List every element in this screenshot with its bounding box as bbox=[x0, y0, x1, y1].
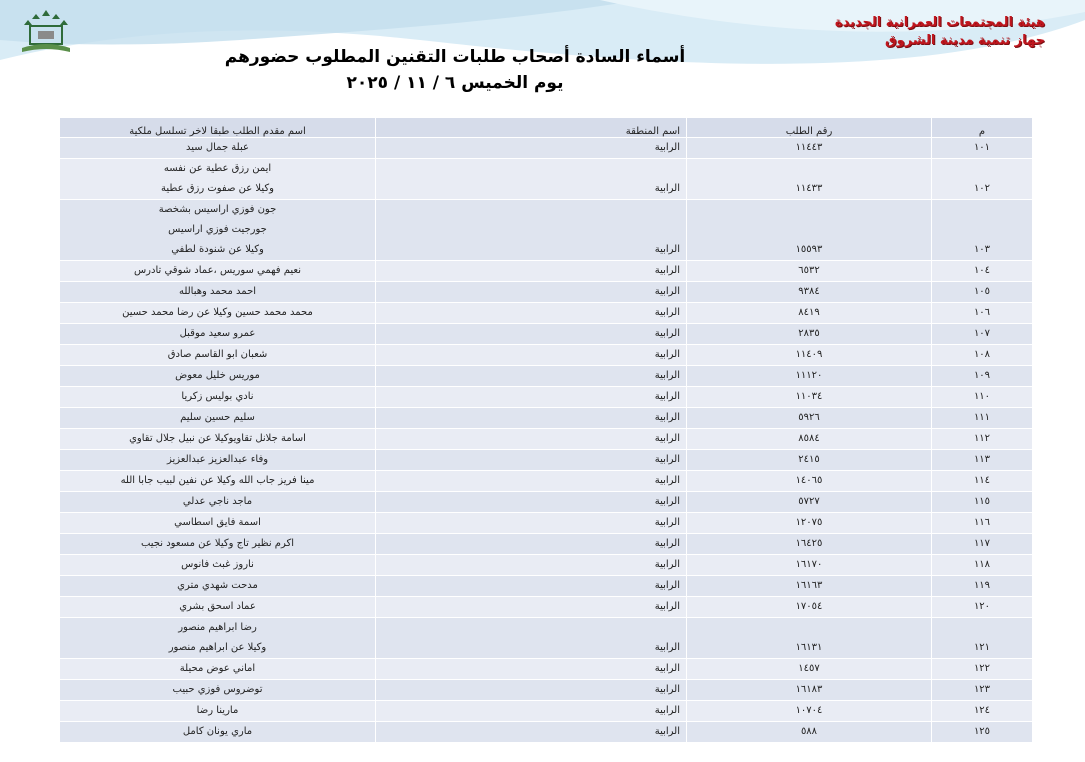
area-name: الرابية bbox=[376, 701, 687, 722]
table-row bbox=[60, 387, 1033, 408]
request-number: ١٢٠٧٥ bbox=[687, 513, 932, 534]
request-number: ٥٧٢٧ bbox=[687, 492, 932, 513]
row-number: ١٢٤ bbox=[932, 701, 1033, 722]
applicant-name-line: وكيلا عن شنودة لطفي bbox=[171, 244, 264, 255]
table-row bbox=[60, 138, 1033, 159]
row-number: ١١٥ bbox=[932, 492, 1033, 513]
row-number: ١١٧ bbox=[932, 534, 1033, 555]
applicant-name-line: ماري يونان كامل bbox=[182, 726, 253, 737]
applicant-name-line: موريس خليل معوض bbox=[175, 370, 260, 381]
organization-name: هيئة المجتمعات العمرانية الجديدة bbox=[834, 15, 1045, 30]
row-number: ١١٤ bbox=[932, 471, 1033, 492]
applicant-name bbox=[60, 450, 376, 471]
request-number: ٨٥٨٤ bbox=[687, 429, 932, 450]
applicant-name bbox=[60, 138, 376, 159]
row-number: ١٢٥ bbox=[932, 722, 1033, 743]
area-name: الرابية bbox=[376, 387, 687, 408]
row-number: ١٢٣ bbox=[932, 680, 1033, 701]
area-name: الرابية bbox=[376, 366, 687, 387]
area-name: الرابية bbox=[376, 471, 687, 492]
area-name: الرابية bbox=[376, 492, 687, 513]
area-name: الرابية bbox=[376, 429, 687, 450]
column-header-no: م bbox=[932, 118, 1033, 138]
request-number: ١٤٥٧ bbox=[687, 659, 932, 680]
row-number: ١١٣ bbox=[932, 450, 1033, 471]
table-row bbox=[60, 680, 1033, 701]
applicant-name bbox=[60, 618, 376, 659]
page-title-block bbox=[190, 44, 720, 96]
column-header-name: اسم مقدم الطلب طبقا لاخر تسلسل ملكية bbox=[60, 118, 376, 138]
table-row bbox=[60, 366, 1033, 387]
applicant-name-line: توضروس فوزي حبيب bbox=[172, 684, 263, 695]
applicant-name bbox=[60, 345, 376, 366]
applicant-name-line: وكيلا عن صفوت رزق عطية bbox=[161, 183, 274, 194]
request-number: ١٦٤٢٥ bbox=[687, 534, 932, 555]
applicant-name bbox=[60, 597, 376, 618]
area-name: الرابية bbox=[376, 408, 687, 429]
table-row bbox=[60, 576, 1033, 597]
table-row bbox=[60, 324, 1033, 345]
request-number: ٢٤١٥ bbox=[687, 450, 932, 471]
column-header-request: رقم الطلب bbox=[687, 118, 932, 138]
applicant-name bbox=[60, 471, 376, 492]
row-number: ١١٨ bbox=[932, 555, 1033, 576]
request-number: ١٥٥٩٣ bbox=[687, 200, 932, 261]
applicant-name-line: محمد محمد حسين وكيلا عن رضا محمد حسين bbox=[122, 307, 313, 318]
area-name: الرابية bbox=[376, 324, 687, 345]
request-number: ١٦١٦٣ bbox=[687, 576, 932, 597]
area-name: الرابية bbox=[376, 159, 687, 200]
request-number: ١١٤٠٩ bbox=[687, 345, 932, 366]
area-name: الرابية bbox=[376, 534, 687, 555]
applicant-name bbox=[60, 659, 376, 680]
area-name: الرابية bbox=[376, 576, 687, 597]
applicant-name bbox=[60, 513, 376, 534]
request-number: ١١٤٣٣ bbox=[687, 159, 932, 200]
applicant-name bbox=[60, 261, 376, 282]
area-name: الرابية bbox=[376, 659, 687, 680]
applicant-name bbox=[60, 200, 376, 261]
area-name: الرابية bbox=[376, 138, 687, 159]
row-number: ١٢٢ bbox=[932, 659, 1033, 680]
table-row bbox=[60, 408, 1033, 429]
row-number: ١٠٩ bbox=[932, 366, 1033, 387]
applicant-name-line: عبلة جمال سيد bbox=[186, 142, 249, 153]
request-number: ١١٠٣٤ bbox=[687, 387, 932, 408]
table-header-row bbox=[60, 118, 1033, 138]
page-subtitle: يوم الخميس ٦ / ١١ / ٢٠٢٥ bbox=[346, 73, 564, 93]
row-number: ١٢١ bbox=[932, 618, 1033, 659]
applicant-name-line: ناروز غبث فانوس bbox=[181, 559, 254, 570]
area-name: الرابية bbox=[376, 513, 687, 534]
table-row bbox=[60, 492, 1033, 513]
table-row bbox=[60, 282, 1033, 303]
request-number: ٦٥٣٢ bbox=[687, 261, 932, 282]
table-row bbox=[60, 659, 1033, 680]
table-row bbox=[60, 159, 1033, 200]
table-row bbox=[60, 200, 1033, 261]
request-number: ١٦١٣١ bbox=[687, 618, 932, 659]
table-row bbox=[60, 345, 1033, 366]
area-name: الرابية bbox=[376, 618, 687, 659]
row-number: ١٠٦ bbox=[932, 303, 1033, 324]
attendees-table bbox=[59, 117, 1033, 743]
applicant-name-line: مينا فريز جاب الله وكيلا عن نفين لبيب جابا الله bbox=[120, 475, 315, 486]
table-row bbox=[60, 429, 1033, 450]
area-name: الرابية bbox=[376, 282, 687, 303]
applicant-name bbox=[60, 159, 376, 200]
area-name: الرابية bbox=[376, 555, 687, 576]
row-number: ١١٦ bbox=[932, 513, 1033, 534]
table-row bbox=[60, 471, 1033, 492]
applicant-name bbox=[60, 680, 376, 701]
area-name: الرابية bbox=[376, 722, 687, 743]
request-number: ٥٩٢٦ bbox=[687, 408, 932, 429]
area-name: الرابية bbox=[376, 597, 687, 618]
applicant-name-line: ماجد ناجي عدلي bbox=[182, 496, 253, 507]
row-number: ١٠٥ bbox=[932, 282, 1033, 303]
row-number: ١٠٤ bbox=[932, 261, 1033, 282]
request-number: ٢٨٣٥ bbox=[687, 324, 932, 345]
request-number: ٥٨٨ bbox=[687, 722, 932, 743]
table-row bbox=[60, 261, 1033, 282]
table-row bbox=[60, 597, 1033, 618]
row-number: ١١١ bbox=[932, 408, 1033, 429]
request-number: ٨٤١٩ bbox=[687, 303, 932, 324]
applicant-name bbox=[60, 324, 376, 345]
applicant-name-line: وكيلا عن ابراهيم منصور bbox=[168, 642, 267, 653]
row-number: ١١٠ bbox=[932, 387, 1033, 408]
applicant-name bbox=[60, 722, 376, 743]
applicant-name bbox=[60, 282, 376, 303]
row-number: ١٠١ bbox=[932, 138, 1033, 159]
applicant-name-line: شعبان ابو القاسم صادق bbox=[167, 349, 268, 360]
applicant-name-line: جورجيت فوزي اراسيس bbox=[168, 224, 267, 235]
applicant-name bbox=[60, 408, 376, 429]
request-number: ٩٣٨٤ bbox=[687, 282, 932, 303]
page-title: أسماء السادة أصحاب طلبات التقنين المطلوب حضورهم bbox=[224, 47, 686, 67]
area-name: الرابية bbox=[376, 261, 687, 282]
row-number: ١٠٨ bbox=[932, 345, 1033, 366]
area-name: الرابية bbox=[376, 303, 687, 324]
table-body bbox=[60, 138, 1033, 743]
row-number: ١٢٠ bbox=[932, 597, 1033, 618]
applicant-name-line: عمرو سعيد موقبل bbox=[179, 328, 256, 339]
request-number: ١٤٠٦٥ bbox=[687, 471, 932, 492]
nuca-emblem-icon bbox=[14, 6, 78, 58]
area-name: الرابية bbox=[376, 680, 687, 701]
table-row bbox=[60, 701, 1033, 722]
table-row bbox=[60, 555, 1033, 576]
row-number: ١١٩ bbox=[932, 576, 1033, 597]
applicant-name bbox=[60, 492, 376, 513]
table-row bbox=[60, 534, 1033, 555]
applicant-name-line: رضا ابراهيم منصور bbox=[178, 622, 257, 633]
applicant-name-line: وفاء عبدالعزيز عبدالعزيز bbox=[166, 454, 269, 465]
applicant-name bbox=[60, 555, 376, 576]
applicant-name bbox=[60, 576, 376, 597]
row-number: ١٠٣ bbox=[932, 200, 1033, 261]
table-row bbox=[60, 618, 1033, 659]
table-row bbox=[60, 303, 1033, 324]
request-number: ١١٤٤٣ bbox=[687, 138, 932, 159]
applicant-name-line: اكرم نظير تاج وكيلا عن مسعود نجيب bbox=[140, 538, 295, 549]
applicant-name bbox=[60, 701, 376, 722]
applicant-name-line: اسمة فايق اسطاسي bbox=[174, 517, 261, 528]
applicant-name bbox=[60, 366, 376, 387]
applicant-name-line: ايمن رزق عطية عن نفسه bbox=[163, 163, 272, 174]
request-number: ١٠٧٠٤ bbox=[687, 701, 932, 722]
request-number: ١٦١٧٠ bbox=[687, 555, 932, 576]
applicant-name-line: اسامة جلانل تقاويوكيلا عن نبيل جلال تقاوي bbox=[129, 433, 306, 444]
applicant-name-line: نعيم فهمي سوريس ،عماد شوقي تادرس bbox=[133, 265, 302, 276]
applicant-name-line: مدحت شهدي متري bbox=[177, 580, 258, 591]
applicant-name bbox=[60, 534, 376, 555]
request-number: ١٧٠٥٤ bbox=[687, 597, 932, 618]
row-number: ١١٢ bbox=[932, 429, 1033, 450]
organization-header bbox=[725, 14, 1045, 50]
table-row bbox=[60, 722, 1033, 743]
area-name: الرابية bbox=[376, 450, 687, 471]
applicant-name-line: عماد اسحق بشري bbox=[179, 601, 256, 612]
applicant-name bbox=[60, 303, 376, 324]
row-number: ١٠٢ bbox=[932, 159, 1033, 200]
applicant-name-line: سليم حسين سليم bbox=[180, 412, 255, 423]
applicant-name-line: احمد محمد وهبالله bbox=[178, 286, 257, 297]
row-number: ١٠٧ bbox=[932, 324, 1033, 345]
applicant-name bbox=[60, 429, 376, 450]
table-row bbox=[60, 513, 1033, 534]
agency-name: جهاز تنمية مدينة الشروق bbox=[885, 33, 1045, 48]
area-name: الرابية bbox=[376, 200, 687, 261]
applicant-name-line: مارينا رضا bbox=[196, 705, 239, 716]
applicant-name-line: نادي بوليس زكريا bbox=[181, 391, 254, 402]
column-header-area: اسم المنطقة bbox=[376, 118, 687, 138]
applicant-name-line: اماني عوض محيلة bbox=[179, 663, 256, 674]
table-row bbox=[60, 450, 1033, 471]
applicant-name bbox=[60, 387, 376, 408]
request-number: ١١١٢٠ bbox=[687, 366, 932, 387]
area-name: الرابية bbox=[376, 345, 687, 366]
request-number: ١٦١٨٣ bbox=[687, 680, 932, 701]
applicant-name-line: جون فوزي اراسيس بشخصة bbox=[158, 204, 277, 215]
